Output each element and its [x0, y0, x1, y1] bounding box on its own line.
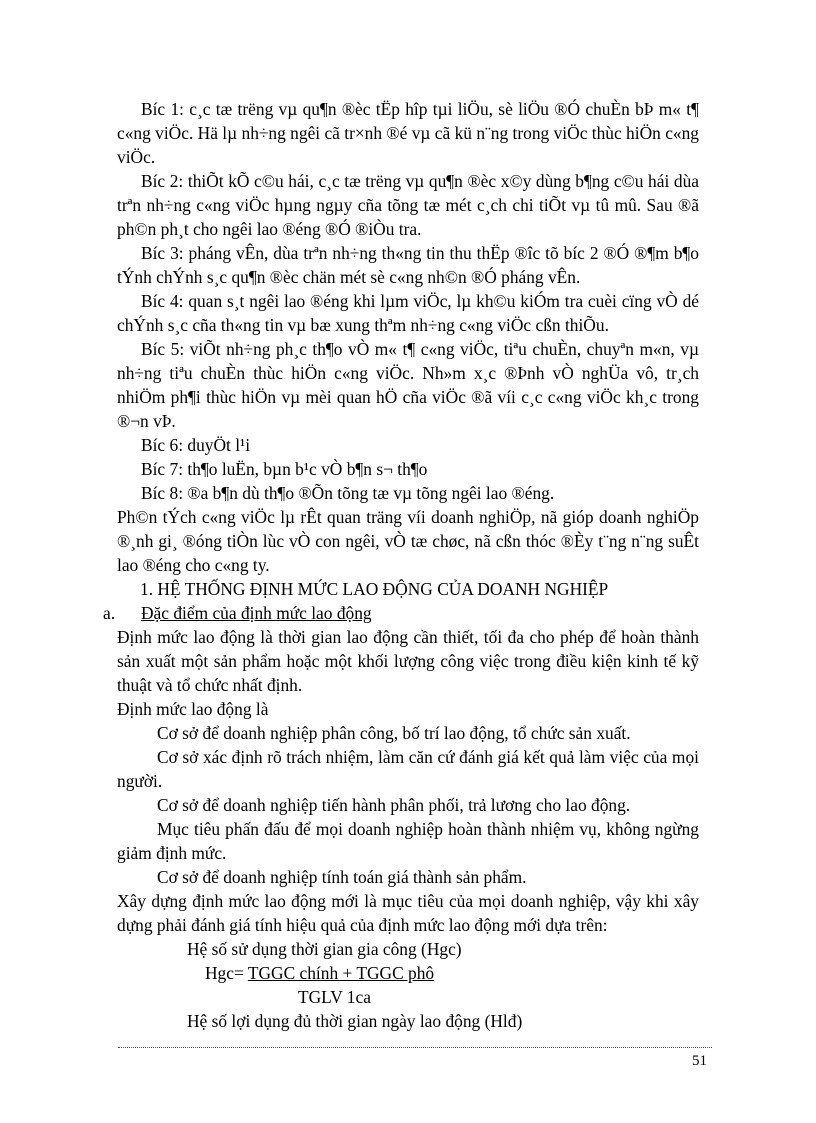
formula-label-hld: Hệ số lợi dụng đủ thời gian ngày lao động (Hlđ) — [187, 1011, 523, 1031]
formula-lhs: Hgc= — [205, 963, 244, 983]
step-7-paragraph: Bíc 7: th¶o luËn, bµn b¹c vÒ b¶n s¬ th¶o — [141, 459, 428, 479]
role-item: Mục tiêu phấn đấu để mọi doanh nghiệp hoàn thành nhiệm vụ, không ngừng giảm định mức. — [117, 819, 699, 863]
step-8-paragraph: Bíc 8: ®a b¶n dù th¶o ®Õn tõng tæ vµ tõng ngêi lao ®éng. — [141, 483, 555, 503]
formula-numerator: TGGC chính + TGGC phô — [247, 963, 435, 983]
definition-paragraph: Định mức lao động là thời gian lao động cần thiết, tối đa cho phép để hoàn thành sản xuất một sản phẩm hoặc một khối lượng công việc trong điều kiện kinh tế kỹ thuật và tổ chức nhất định. — [117, 627, 699, 695]
step-6-paragraph: Bíc 6: duyÖt l¹i — [141, 435, 251, 455]
subheading-label: a. — [103, 603, 116, 623]
formula-hgc — [117, 961, 699, 985]
step-5-paragraph: Bíc 5: viÕt nh÷ng ph¸c th¶o vÒ m« t¶ c«ng viÖc, tiªu chuÈn, chuyªn m«n, vµ nh÷ng tiªu chuÈn thùc hiÖn c«ng viÖc. Nh»m x¸c ®Þnh vÒ nghÜa vô, tr¸ch nhiÖm ph¶i thùc hiÖn vµ mèi quan hÖ cña viÖc ®ã víi c¸c c«ng viÖc kh¸c trong ®¬n vÞ. — [117, 339, 699, 431]
step-1-paragraph: Bíc 1: c¸c tæ trëng vµ qu¶n ®èc tËp hîp tµi liÖu, sè liÖu ®Ó chuÈn bÞ m« t¶ c«ng viÖc. Hä lµ nh÷ng ngêi cã tr×nh ®é vµ cã kü n¨ng trong viÖc thùc hiÖn c«ng viÖc. — [117, 99, 699, 167]
step-3-paragraph: Bíc 3: pháng vÊn, dùa trªn nh÷ng th«ng tin thu thËp ®îc tõ bíc 2 ®Ó ®¶m b¶o tÝnh chÝnh s¸c qu¶n ®èc chän mét sè c«ng nh©n ®Ó pháng vÊn. — [117, 243, 699, 287]
step-4-paragraph: Bíc 4: quan s¸t ngêi lao ®éng khi lµm viÖc, lµ kh©u kiÓm tra cuèi cïng vÒ dé chÝnh s¸c cña th«ng tin vµ bæ xung thªm nh÷ng c«ng viÖc cßn thiÕu. — [117, 291, 699, 335]
role-item: Cơ sở để doanh nghiệp phân công, bố trí lao động, tổ chức sản xuất. — [157, 723, 631, 743]
role-item: Cơ sở để doanh nghiệp tính toán giá thành sản phẩm. — [157, 867, 527, 887]
role-item: Cơ sở để doanh nghiệp tiến hành phân phối, trả lương cho lao động. — [157, 795, 631, 815]
page-number: 51 — [692, 1053, 707, 1069]
job-analysis-summary: Ph©n tÝch c«ng viÖc lµ rÊt quan träng víi doanh nghiÖp, nã gióp doanh nghiÖp ®¸nh gi¸ ®óng tiÒn lùc vÒ con ngêi, vÒ tæ chøc, nã cßn thóc ®Èy t¨ng n¨ng suÊt lao ®éng cho c«ng ty. — [117, 507, 699, 575]
body-text — [103, 97, 699, 1033]
step-2-paragraph: Bíc 2: thiÕt kÕ c©u hái, c¸c tæ trëng vµ qu¶n ®èc x©y dùng b¶ng c©u hái dùa trªn nh÷ng c«ng viÖc hµng ngµy cña tõng tæ mét c¸ch chi tiÕt vµ tû mû. Sau ®ã ph©n ph¸t cho ngêi lao ®éng ®Ó ®iÒu tra. — [117, 171, 699, 239]
subheading-text: Đặc điểm của định mức lao động — [141, 603, 372, 623]
formula-label-hgc: Hệ số sử dụng thời gian gia công (Hgc) — [187, 939, 462, 959]
section-heading: 1. HỆ THỐNG ĐỊNH MỨC LAO ĐỘNG CỦA DOANH NGHIỆP — [140, 579, 609, 599]
role-intro: Định mức lao động là — [117, 699, 269, 719]
subheading — [103, 601, 699, 625]
formula-denominator: TGLV 1ca — [298, 987, 371, 1007]
footer-divider — [118, 1047, 712, 1048]
evaluation-paragraph: Xây dựng định mức lao động mới là mục tiêu của mọi doanh nghiệp, vậy khi xây dựng phải đánh giá tính hiệu quả của định mức lao động mới dựa trên: — [117, 891, 699, 935]
role-item: Cơ sở xác định rõ trách nhiệm, làm căn cứ đánh giá kết quả làm việc của mọi người. — [117, 747, 699, 791]
